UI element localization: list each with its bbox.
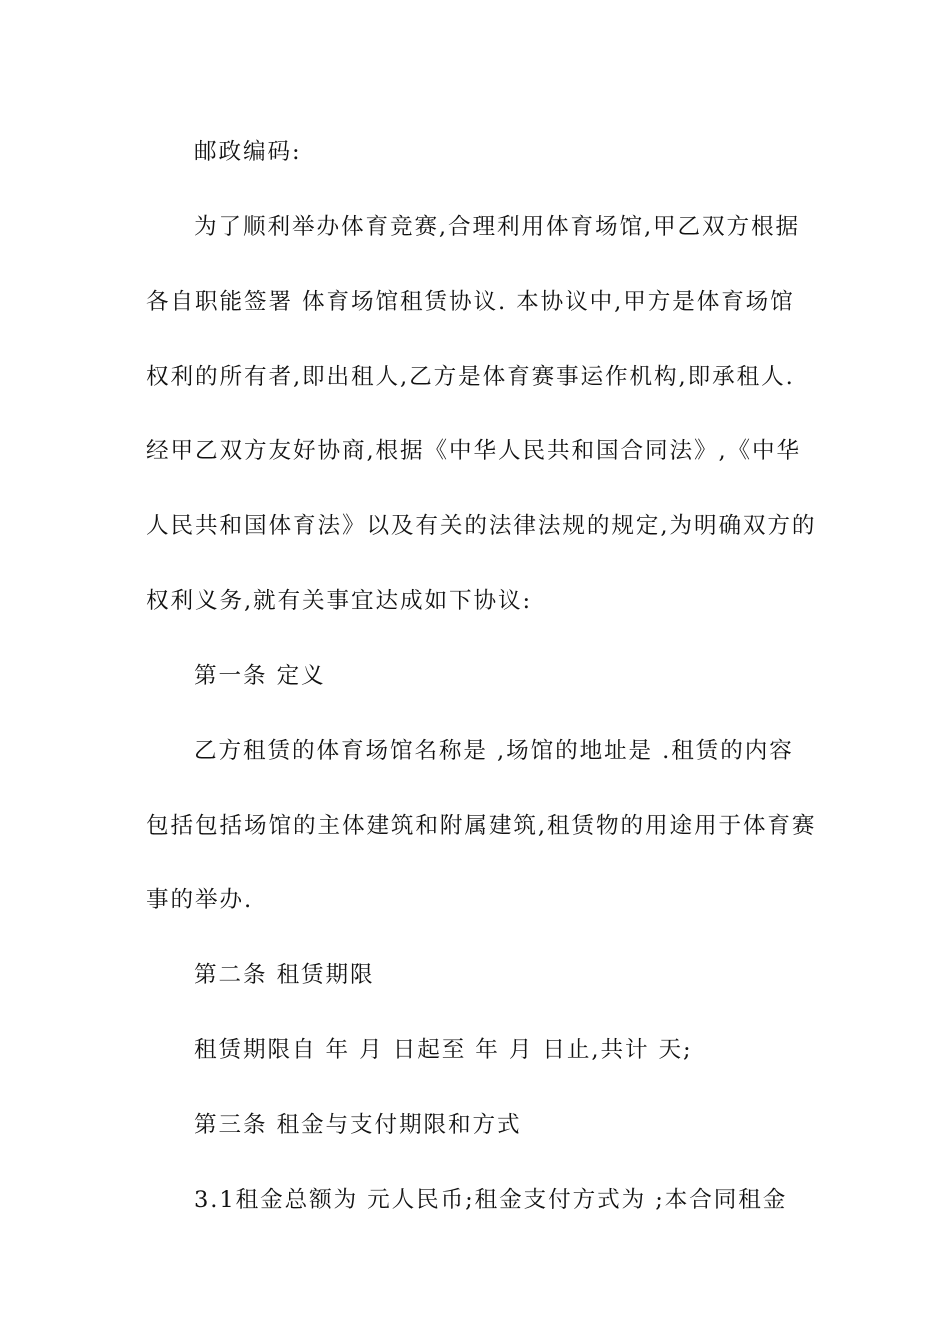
paragraph-line: 租赁期限自 年 月 日起至 年 月 日止,共计 天;	[194, 1037, 693, 1063]
paragraph-line: 包括包括场馆的主体建筑和附属建筑,租赁物的用途用于体育赛	[146, 813, 817, 839]
postal-code-line: 邮政编码:	[194, 139, 302, 165]
article-heading: 第一条 定义	[194, 663, 326, 689]
paragraph-line: 事的举办.	[146, 887, 254, 913]
paragraph-line: 经甲乙双方友好协商,根据《中华人民共和国合同法》,《中华	[146, 438, 802, 464]
paragraph-line: 3.1租金总额为 元人民币;租金支付方式为 ;本合同租金	[194, 1187, 788, 1213]
paragraph-line: 乙方租赁的体育场馆名称是 ,场馆的地址是 .租赁的内容	[194, 738, 794, 764]
paragraph-line: 各自职能签署 体育场馆租赁协议. 本协议中,甲方是体育场馆	[146, 289, 795, 315]
article-heading: 第二条 租赁期限	[194, 962, 375, 988]
paragraph-line: 人民共和国体育法》以及有关的法律法规的规定,为明确双方的	[146, 513, 817, 539]
paragraph-line: 权利义务,就有关事宜达成如下协议:	[146, 588, 532, 614]
paragraph-line: 为了顺利举办体育竞赛,合理利用体育场馆,甲乙双方根据	[194, 214, 801, 240]
article-heading: 第三条 租金与支付期限和方式	[194, 1112, 522, 1138]
paragraph-line: 权利的所有者,即出租人,乙方是体育赛事运作机构,即承租人.	[146, 364, 795, 390]
